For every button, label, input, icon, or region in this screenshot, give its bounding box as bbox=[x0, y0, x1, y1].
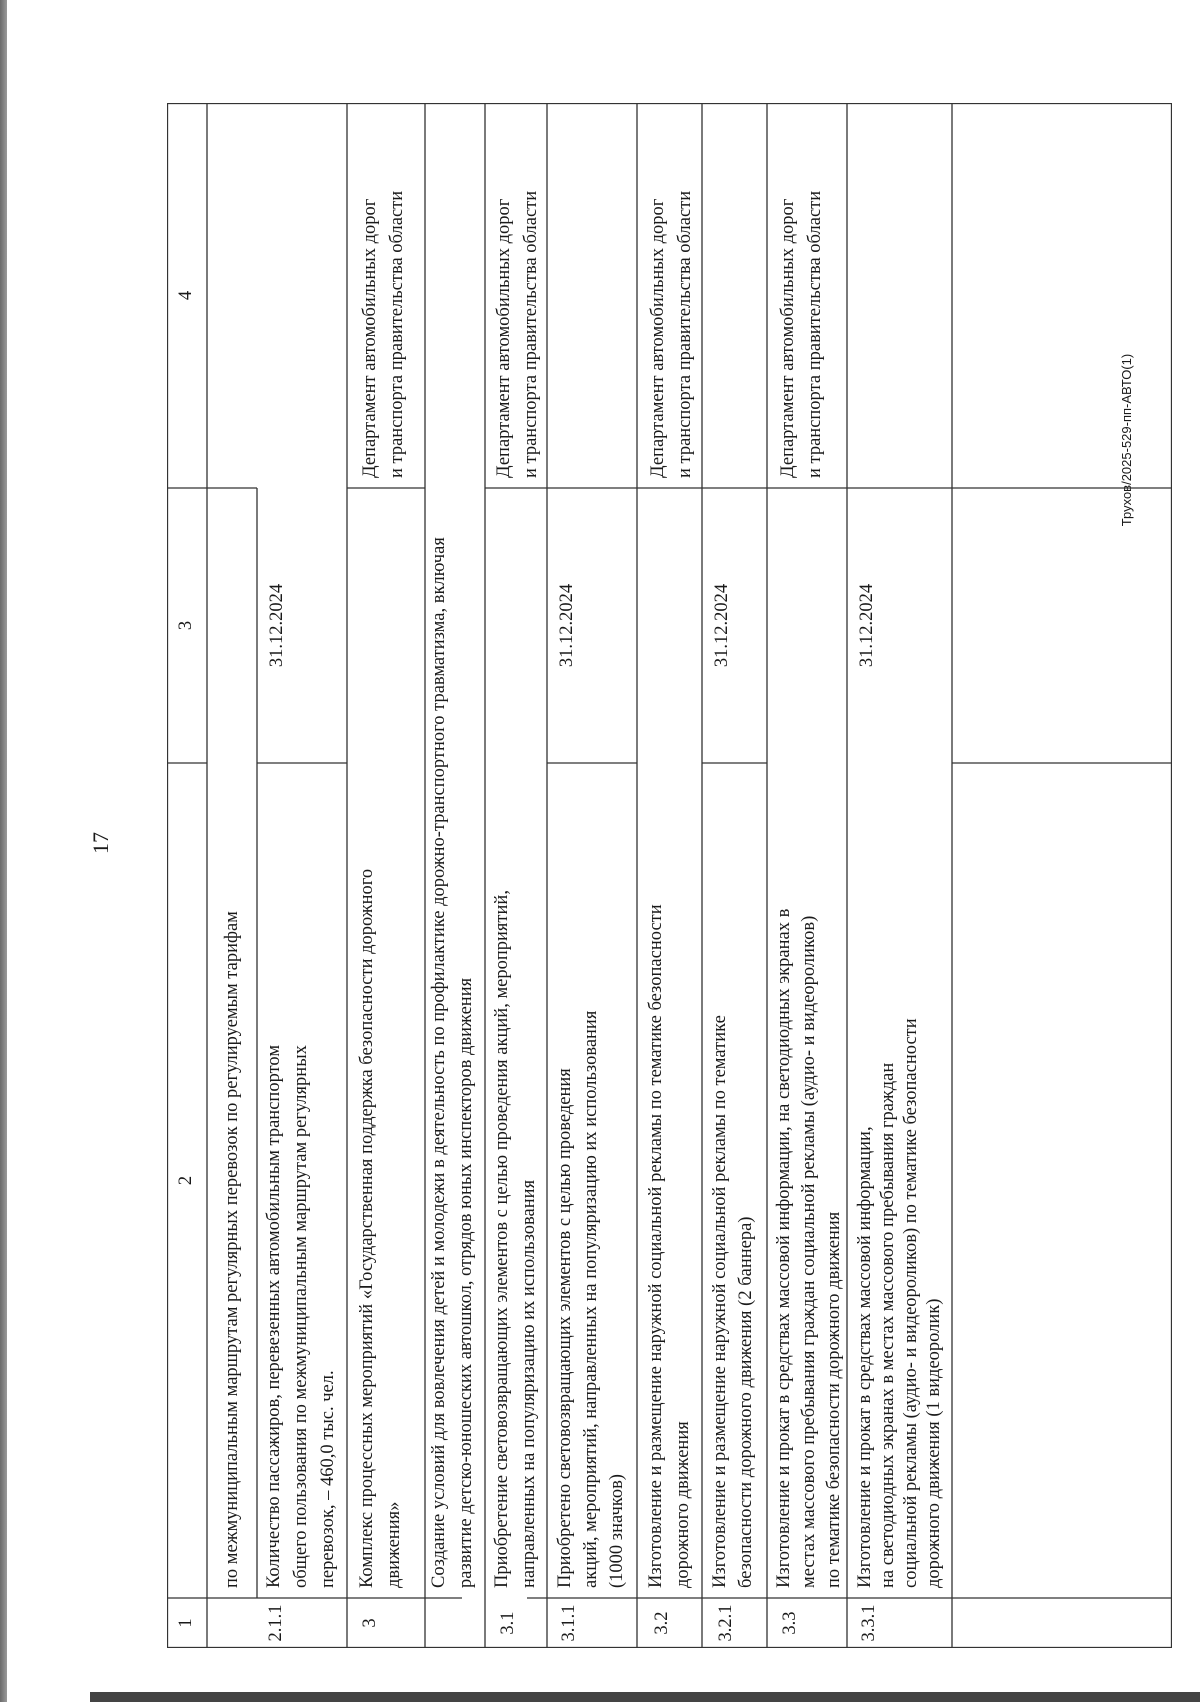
row-8-dept-line-1: Департамент автомобильных дорог bbox=[778, 198, 798, 478]
row-5-line-2: акций, мероприятий, направленных на популяризацию их использования bbox=[581, 1010, 601, 1588]
row-2-line-2: движения» bbox=[384, 1501, 404, 1588]
row-7-line-2: безопасности дорожного движения (2 баннера) bbox=[736, 1216, 756, 1588]
header-col-4: 4 bbox=[176, 290, 196, 301]
scan-edge-left bbox=[0, 0, 7, 1702]
header-col-1: 1 bbox=[176, 1618, 196, 1628]
row-6-line-2: дорожного движения bbox=[673, 1421, 693, 1588]
row-2-line-1: Комплекс процессных мероприятий «Государственная поддержка безопасности дорожного bbox=[357, 868, 377, 1588]
row-4-line-2: направленных на популяризацию их использования bbox=[519, 1179, 539, 1588]
row-9-line-2: на светодиодных экранах в местах массового пребывания граждан bbox=[878, 1062, 898, 1588]
row-9-num: 3.3.1 bbox=[859, 1604, 879, 1642]
page-number: 17 bbox=[88, 832, 113, 854]
row-4-line-1: Приобретение световозвращающих элементов с целью проведения акций, мероприятий, bbox=[492, 890, 512, 1588]
row-6-dept-line-1: Департамент автомобильных дорог bbox=[648, 198, 668, 478]
row-2-dept-line-2: и транспорта правительства области bbox=[387, 190, 407, 478]
rotated-table bbox=[167, 103, 1172, 1648]
row-9-date: 31.12.2024 bbox=[857, 583, 877, 668]
row-5-date: 31.12.2024 bbox=[557, 583, 577, 668]
row-2-num: 3 bbox=[360, 1618, 380, 1628]
row-5-line-1: Приобретено световозвращающих элементов с целью проведения bbox=[555, 1068, 575, 1588]
row-1-num: 2.1.1 bbox=[266, 1604, 286, 1642]
row-3-line-2: развитие детско-юношеских автошкол, отрядов юных инспекторов движения bbox=[456, 977, 476, 1588]
row-5-line-3: (1000 значков) bbox=[607, 1474, 627, 1588]
row-9-line-4: дорожного движения (1 видеоролик) bbox=[924, 1298, 944, 1588]
row-6-num: 3.2 bbox=[652, 1611, 672, 1635]
row-1-line-2: общего пользования по межмуниципальным маршрутам регулярных bbox=[291, 1045, 311, 1588]
row-0-text: по межмуниципальным маршрутам регулярных перевозок по регулируемым тарифам bbox=[222, 911, 242, 1588]
row-2-dept-line-1: Департамент автомобильных дорог bbox=[360, 198, 380, 478]
row-8-dept-line-2: и транспорта правительства области bbox=[805, 190, 825, 478]
row-8-line-3: по тематике безопасности дорожного движения bbox=[824, 1211, 844, 1588]
row-6-dept-line-2: и транспорта правительства области bbox=[675, 190, 695, 478]
row-5-num: 3.1.1 bbox=[559, 1604, 579, 1642]
row-8-line-2: местах массового пребывания граждан социальной рекламы (аудио- и видеороликов) bbox=[799, 915, 819, 1588]
row-7-line-1: Изготовление и размещение наружной социальной рекламы по тематике bbox=[710, 1015, 730, 1588]
row-4-dept-line-2: и транспорта правительства области bbox=[521, 190, 541, 478]
header-col-3: 3 bbox=[176, 620, 196, 631]
row-9-line-3: социальной рекламы (аудио- и видеороликов) по тематике безопасности bbox=[901, 1018, 921, 1588]
row-8-line-1: Изготовление и прокат в средствах массовой информации, на светодиодных экранах в bbox=[774, 908, 794, 1588]
row-4-dept-line-1: Департамент автомобильных дорог bbox=[494, 198, 514, 478]
document-code: Трухов/2025-529-пп-АВТО(1) bbox=[1119, 353, 1134, 527]
header-col-2: 2 bbox=[176, 1175, 196, 1186]
row-1-date: 31.12.2024 bbox=[267, 583, 287, 668]
row-1-line-3: перевозок, – 460,0 тыс. чел. bbox=[318, 1370, 338, 1588]
row-9-line-1: Изготовление и прокат в средствах массовой информации, bbox=[855, 1126, 875, 1588]
scan-edge-bottom bbox=[90, 1692, 1200, 1702]
row-3-line-1: Создание условий для вовлечения детей и молодежи в деятельность по профилактике дорожно-транспортного травматизма, включая bbox=[429, 537, 449, 1588]
row-8-num: 3.3 bbox=[780, 1611, 800, 1635]
row-4-num: 3.1 bbox=[498, 1611, 518, 1635]
row-6-line-1: Изготовление и размещение наружной социальной рекламы по тематике безопасности bbox=[646, 904, 666, 1588]
row-7-date: 31.12.2024 bbox=[712, 583, 732, 668]
row-7-num: 3.2.1 bbox=[716, 1604, 736, 1642]
row-1-line-1: Количество пассажиров, перевезенных автомобильным транспортом bbox=[264, 1044, 284, 1588]
